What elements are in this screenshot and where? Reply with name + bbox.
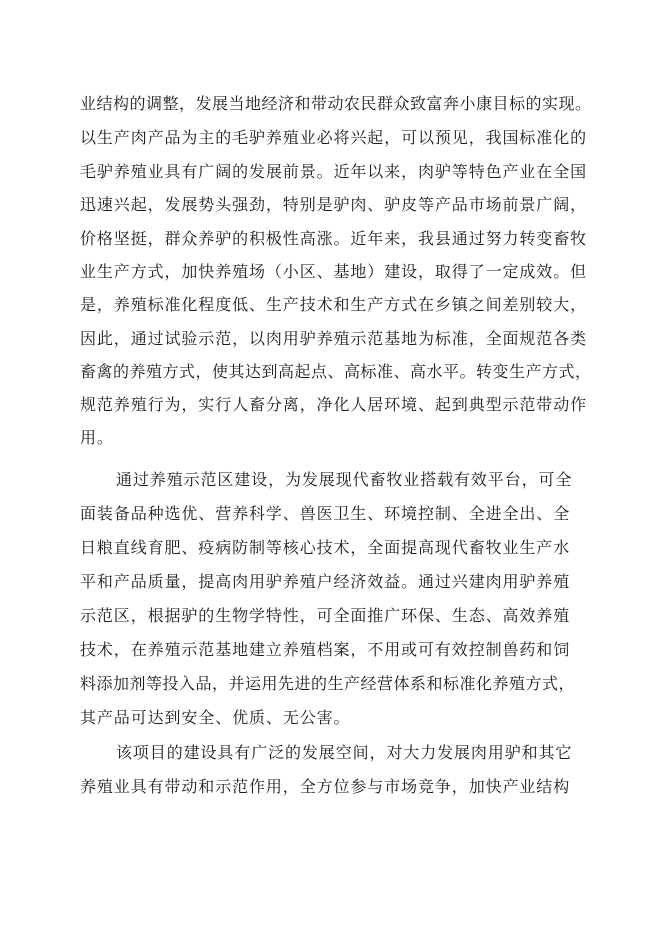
paragraph-2-line-2: 面装备品种选优、营养科学、兽医卫生、环境控制、全进全出、全: [80, 504, 571, 523]
paragraph-1-line-1: 业结构的调整，发展当地经济和带动农民群众致富奔小康目标的实现。: [80, 94, 592, 113]
paragraph-2-line-4: 平和产品质量，提高肉用驴养殖户经济效益。通过兴建肉用驴养殖: [80, 572, 571, 591]
paragraph-2-line-1: 通过养殖示范区建设，为发展现代畜牧业搭载有效平台，可全: [116, 470, 573, 489]
paragraph-1-line-9: 畜禽的养殖方式，使其达到高起点、高标准、高水平。转变生产方式，: [80, 362, 592, 381]
paragraph-3-line-1: 该项目的建设具有广泛的发展空间，对大力发展肉用驴和其它: [116, 743, 573, 762]
paragraph-1-line-3: 毛驴养殖业具有广阔的发展前景。近年以来，肉驴等特色产业在全国: [80, 162, 588, 181]
paragraph-1-line-8: 因此，通过试验示范，以肉用驴养殖示范基地为标准，全面规范各类: [80, 329, 588, 348]
paragraph-1-line-11: 用。: [80, 428, 114, 447]
paragraph-2-line-5: 示范区，根据驴的生物学特性，可全面推广环保、生态、高效养殖: [80, 606, 571, 625]
paragraph-2-line-6: 技术，在养殖示范基地建立养殖档案，不用或可有效控制兽药和饲: [80, 640, 571, 659]
paragraph-1-line-2: 以生产肉产品为主的毛驴养殖业必将兴起，可以预见，我国标准化的: [80, 128, 588, 147]
paragraph-1-line-10: 规范养殖行为，实行人畜分离，净化人居环境、起到典型示范带动作: [80, 395, 588, 414]
paragraph-2-line-7: 料添加剂等投入品，并运用先进的生产经营体系和标准化养殖方式，: [80, 674, 576, 693]
paragraph-1-line-4: 迅速兴起，发展势头强劲，特别是驴肉、驴皮等产品市场前景广阔，: [80, 195, 588, 214]
paragraph-2-line-8: 其产品可达到安全、优质、无公害。: [80, 708, 351, 727]
paragraph-1-line-5: 价格坚挺，群众养驴的积极性高涨。近年来，我县通过努力转变畜牧: [80, 229, 588, 248]
paragraph-2-line-3: 日粮直线育肥、疫病防制等核心技术，全面提高现代畜牧业生产水: [80, 538, 571, 557]
paragraph-3-line-2: 养殖业具有带动和示范作用，全方位参与市场竞争，加快产业结构: [80, 777, 571, 796]
paragraph-1-line-7: 是，养殖标准化程度低、生产技术和生产方式在乡镇之间差别较大，: [80, 295, 588, 314]
paragraph-1-line-6: 业生产方式，加快养殖场（小区、基地）建设，取得了一定成效。但: [80, 262, 588, 281]
